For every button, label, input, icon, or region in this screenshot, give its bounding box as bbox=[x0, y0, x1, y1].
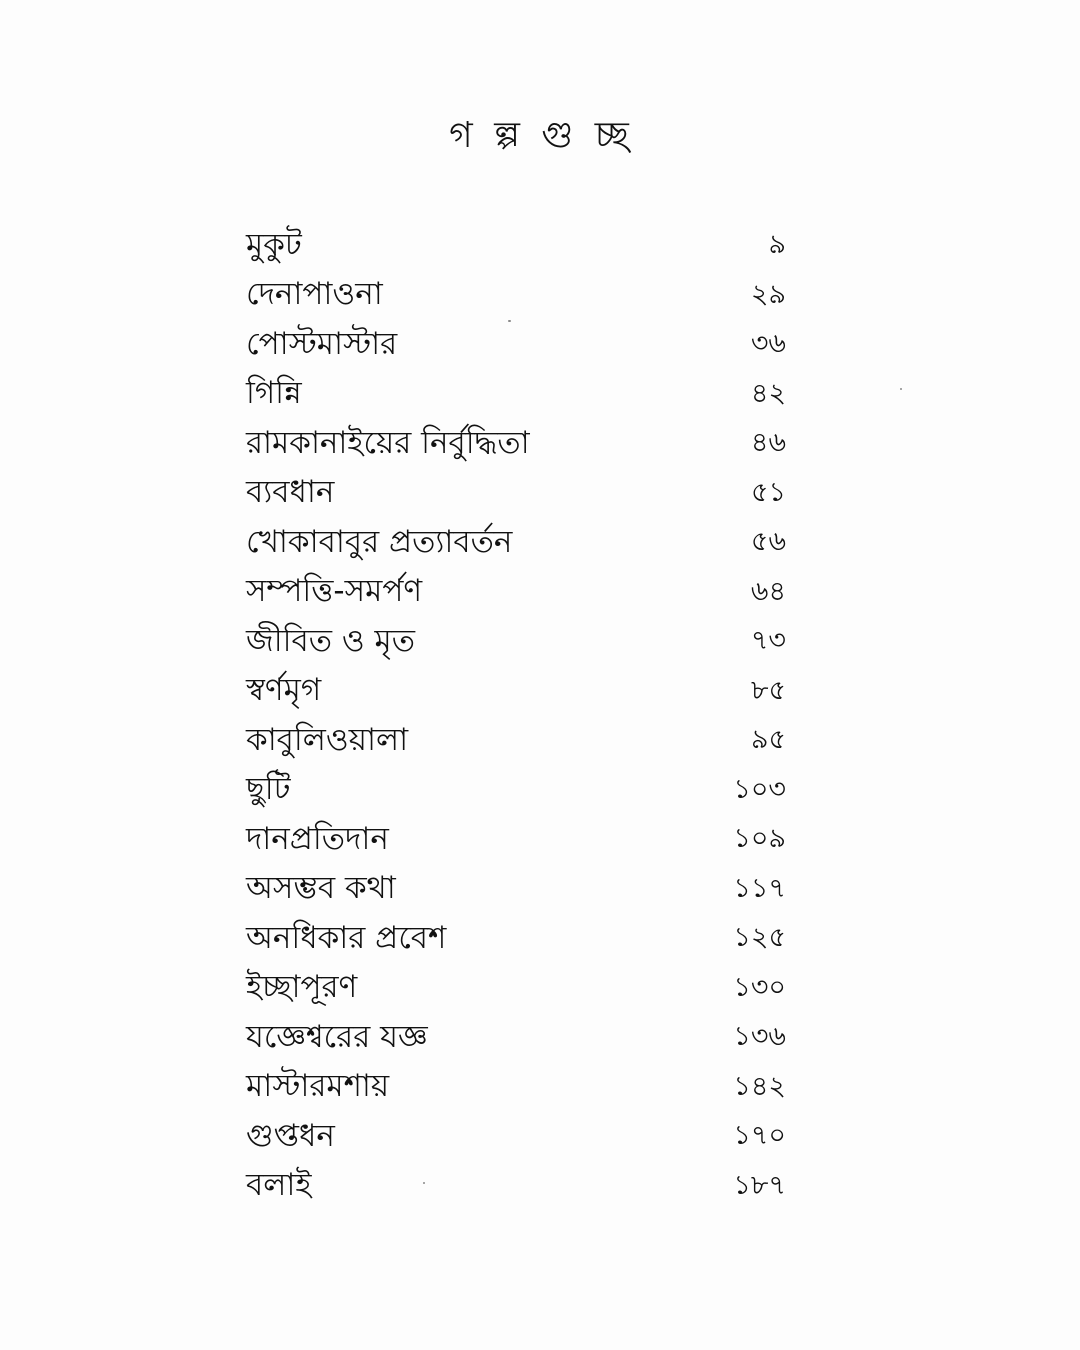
story-title: অনধিকার প্রবেশ bbox=[246, 919, 447, 956]
story-title: খোকাবাবুর প্রত্যাবর্তন bbox=[246, 523, 513, 560]
story-title: দানপ্রতিদান bbox=[246, 820, 389, 857]
toc-row bbox=[246, 816, 786, 866]
page-number: ৯ bbox=[768, 229, 786, 261]
page-number: ১০৩ bbox=[733, 773, 786, 805]
page-number: ১১৭ bbox=[733, 872, 786, 904]
page-number: ৯৫ bbox=[750, 724, 786, 756]
story-title: জীবিত ও মৃত bbox=[246, 622, 415, 659]
page-title: গ ল্প গু চ্ছ bbox=[449, 115, 631, 156]
page-number: ৬৪ bbox=[750, 575, 786, 607]
story-title: ছুটি bbox=[246, 771, 291, 808]
toc-row bbox=[246, 767, 786, 817]
toc-row bbox=[246, 470, 786, 520]
toc-row bbox=[246, 1163, 786, 1213]
toc-row bbox=[246, 519, 786, 569]
page-number: ৮৫ bbox=[750, 674, 786, 706]
toc-row bbox=[246, 965, 786, 1015]
page-number: ৫৬ bbox=[750, 526, 786, 558]
page-number: ৪২ bbox=[750, 377, 786, 409]
story-title: ব্যবধান bbox=[246, 474, 335, 511]
story-title: স্বর্ণমৃগ bbox=[246, 672, 322, 709]
page-number: ১৪২ bbox=[733, 1070, 786, 1102]
page-number: ৪৬ bbox=[750, 427, 786, 459]
story-title: পোস্টমাস্টার bbox=[246, 325, 398, 362]
story-title: ইচ্ছাপূরণ bbox=[246, 969, 358, 1006]
page-number: ১৭০ bbox=[733, 1120, 786, 1152]
toc-row bbox=[246, 915, 786, 965]
page-number: ১৮৭ bbox=[733, 1169, 786, 1201]
toc-row bbox=[246, 866, 786, 916]
page-number: ২৯ bbox=[750, 278, 786, 310]
story-title: রামকানাইয়ের নির্বুদ্ধিতা bbox=[246, 424, 530, 461]
page-number: ১২৫ bbox=[733, 922, 786, 954]
toc-row bbox=[246, 272, 786, 322]
story-title: দেনাপাওনা bbox=[246, 276, 383, 313]
print-speck bbox=[423, 1182, 425, 1184]
toc-row bbox=[246, 717, 786, 767]
toc-row bbox=[246, 222, 786, 272]
toc-row bbox=[246, 618, 786, 668]
story-title: গিন্নি bbox=[246, 375, 302, 412]
page-number: ১৩৬ bbox=[733, 1021, 786, 1053]
story-title: বলাই bbox=[246, 1167, 312, 1204]
page-number: ৫১ bbox=[750, 476, 786, 508]
story-title: গুপ্তধন bbox=[246, 1117, 335, 1154]
toc-row bbox=[246, 321, 786, 371]
page-number: ৩৬ bbox=[750, 328, 786, 360]
story-title: যজ্ঞেশ্বরের যজ্ঞ bbox=[246, 1018, 428, 1055]
print-speck bbox=[508, 320, 511, 322]
toc-row bbox=[246, 420, 786, 470]
story-title: মাস্টারমশায় bbox=[246, 1068, 390, 1105]
page-number: ১৩০ bbox=[733, 971, 786, 1003]
toc-row bbox=[246, 668, 786, 718]
toc-row bbox=[246, 569, 786, 619]
page-number: ৭৩ bbox=[750, 625, 786, 657]
toc-row bbox=[246, 1014, 786, 1064]
story-title: কাবুলিওয়ালা bbox=[246, 721, 409, 758]
toc-row bbox=[246, 1064, 786, 1114]
toc-row bbox=[246, 371, 786, 421]
page-number: ১০৯ bbox=[733, 823, 786, 855]
story-title: মুকুট bbox=[246, 226, 302, 263]
print-speck bbox=[900, 388, 902, 390]
story-title: সম্পত্তি-সমর্পণ bbox=[246, 573, 423, 610]
toc-row bbox=[246, 1113, 786, 1163]
table-of-contents bbox=[246, 222, 786, 1212]
story-title: অসম্ভব কথা bbox=[246, 870, 396, 907]
